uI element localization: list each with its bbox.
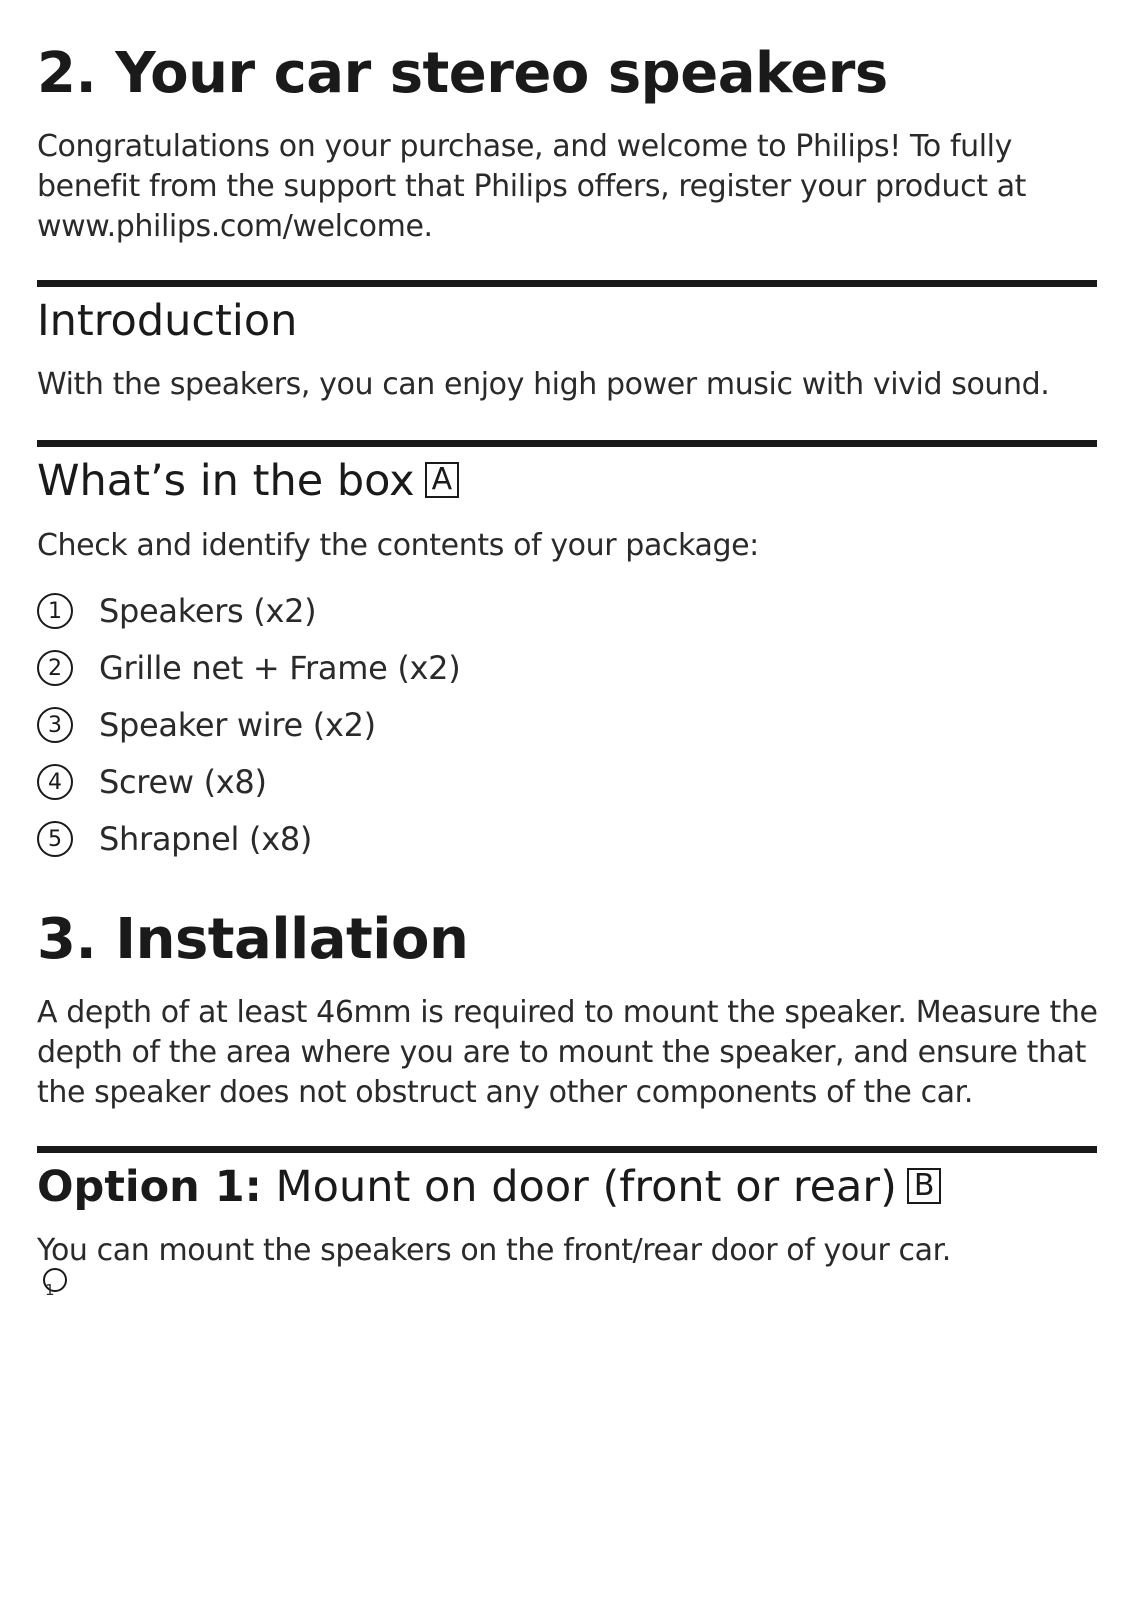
item-label: Shrapnel (x8) — [99, 820, 313, 858]
welcome-line: benefit from the support that Philips offers, register your product at — [37, 169, 1027, 204]
box-intro-line: Check and identify the contents of your package: — [37, 528, 759, 563]
option-1-heading — [37, 1162, 941, 1212]
item-label: Screw (x8) — [99, 763, 267, 801]
box-intro — [37, 526, 1097, 566]
item-label: Speaker wire (x2) — [99, 706, 376, 744]
list-item — [37, 705, 376, 745]
section-3-title: 3. Installation — [37, 907, 469, 972]
item-number-circle: 5 — [37, 821, 73, 857]
section-divider — [37, 440, 1097, 447]
section-divider — [37, 280, 1097, 287]
introduction-text — [37, 365, 1097, 405]
list-item — [37, 762, 267, 802]
welcome-paragraph — [37, 127, 1097, 247]
option-1-sentence: You can mount the speakers on the front/rear door of your car. — [37, 1233, 951, 1268]
figure-label-b: B — [907, 1168, 942, 1204]
installation-line: A depth of at least 46mm is required to mount the speaker. Measure the — [37, 995, 1098, 1030]
step-number-circle: 1 — [43, 1268, 67, 1292]
option-prefix: Option 1: — [37, 1162, 262, 1212]
item-label: Speakers (x2) — [99, 592, 317, 630]
box-heading-text: What’s in the box — [37, 456, 415, 506]
section-2-title: 2. Your car stereo speakers — [37, 41, 888, 106]
item-number-circle: 2 — [37, 650, 73, 686]
item-label: Grille net + Frame (x2) — [99, 649, 461, 687]
option-1-text — [37, 1231, 1097, 1299]
list-item — [37, 819, 312, 859]
item-number-circle: 1 — [37, 593, 73, 629]
section-divider — [37, 1146, 1097, 1153]
item-number-circle: 4 — [37, 764, 73, 800]
installation-line: depth of the area where you are to mount the speaker, and ensure that — [37, 1035, 1086, 1070]
introduction-line: With the speakers, you can enjoy high power music with vivid sound. — [37, 367, 1050, 402]
option-1-line — [37, 1231, 1097, 1299]
option-heading-text: Mount on door (front or rear) — [275, 1162, 897, 1212]
welcome-line: www.philips.com/welcome. — [37, 209, 433, 244]
item-number-circle: 3 — [37, 707, 73, 743]
welcome-line: Congratulations on your purchase, and welcome to Philips! To fully — [37, 129, 1012, 164]
list-item — [37, 648, 460, 688]
installation-paragraph — [37, 993, 1097, 1113]
figure-label-a: A — [425, 462, 460, 498]
box-heading — [37, 456, 459, 506]
installation-line: the speaker does not obstruct any other components of the car. — [37, 1075, 973, 1110]
list-item — [37, 591, 316, 631]
introduction-heading: Introduction — [37, 296, 298, 346]
